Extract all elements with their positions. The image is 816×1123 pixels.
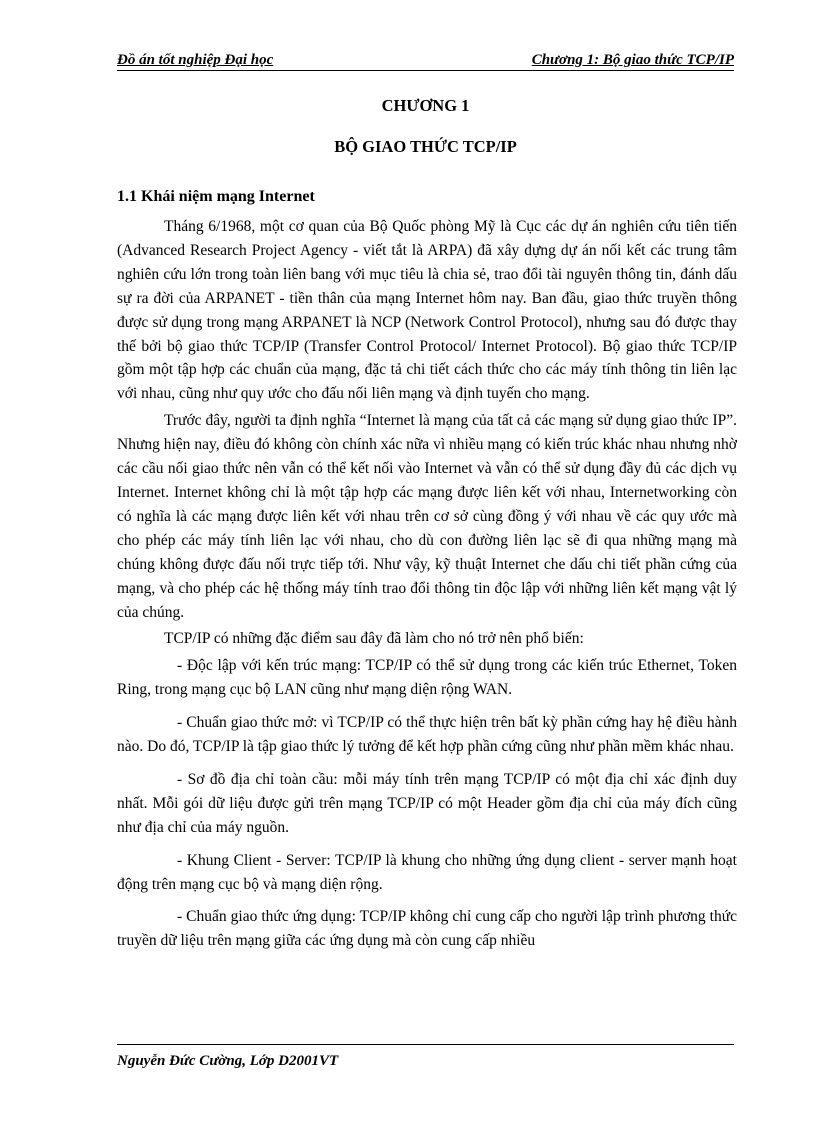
paragraph: Tháng 6/1968, một cơ quan của Bộ Quốc phòng Mỹ là Cục các dự án nghiên cứu tiên tiến (Advanced Research Project Agency - viết tắt là ARPA) đã xây dựng dự án nối kết các trung tâm nghiên cứu lớn trong toàn liên bang với mục tiêu là chia sẻ, trao đổi tài nguyên thông tin, đánh dấu sự ra đời của ARPANET - tiền thân của mạng Internet hôm nay. Ban đầu, giao thức truyền thông được sử dụng trong mạng ARPANET là NCP (Network Control Protocol), nhưng sau đó được thay thế bởi bộ giao thức TCP/IP (Transfer Control Protocol/ Internet Protocol). Bộ giao thức TCP/IP gồm một tập hợp các chuẩn của mạng, đặc tả chi tiết cách thức cho các máy tính thông tin liên lạc với nhau, cũng như quy ước cho đấu nối liên mạng và định tuyến cho mạng. [117, 218, 737, 403]
paragraph: Trước đây, người ta định nghĩa “Internet là mạng của tất cả các mạng sử dụng giao thức IP”. Nhưng hiện nay, điều đó không còn chính xác nữa vì nhiều mạng có kiến trúc khác nhau nhưng nhờ các cầu nối giao thức nên vẫn có thể kết nối vào Internet và vẫn có thể sử dụng đầy đủ các dịch vụ Internet. Internet không chỉ là một tập hợp các mạng được liên kết với nhau, Internetworking còn có nghĩa là các mạng được liên kết với nhau trên cơ sở cùng đồng ý với nhau về các quy ước mà cho phép các máy tính liên lạc với nhau, cho dù con đường liên lạc sẽ đi qua những mạng mà chúng không được đấu nối trực tiếp tới. Như vậy, kỹ thuật Internet che dấu chi tiết phần cứng của mạng, và cho phép các hệ thống máy tính trao đổi thông tin độc lập với những liên kết mạng vật lý của chúng. [117, 412, 737, 621]
section-heading: 1.1 Khái niệm mạng Internet [117, 188, 315, 205]
bullet-item: - Khung Client - Server: TCP/IP là khung cho những ứng dụng client - server mạnh hoạt động trên mạng cục bộ và mạng diện rộng. [117, 851, 737, 893]
page-header [117, 52, 734, 71]
page-footer: Nguyễn Đức Cường, Lớp D2001VT [117, 1053, 339, 1069]
chapter-number: CHƯƠNG 1 [381, 96, 470, 115]
header-left-text: Đồ án tốt nghiệp Đại học [117, 52, 274, 68]
footer-divider [117, 1044, 734, 1045]
header-right-text: Chương 1: Bộ giao thức TCP/IP [531, 52, 734, 68]
bullet-item: - Chuẩn giao thức ứng dụng: TCP/IP không chỉ cung cấp cho người lập trình phương thức truyền dữ liệu trên mạng giữa các ứng dụng mà còn cung cấp nhiều [117, 908, 737, 950]
body-text [117, 215, 737, 962]
paragraph: TCP/IP có những đặc điểm sau đây đã làm cho nó trở nên phổ biến: [164, 630, 584, 648]
bullet-item: - Độc lập với kến trúc mạng: TCP/IP có thể sử dụng trong các kiến trúc Ethernet, Token Ring, trong mạng cục bộ LAN cũng như mạng diện rộng WAN. [117, 657, 737, 699]
bullet-item: - Sơ đồ địa chỉ toàn cầu: mỗi máy tính trên mạng TCP/IP có một địa chỉ xác định duy nhất. Mỗi gói dữ liệu được gửi trên mạng TCP/IP có một Header gồm địa chỉ của máy đích cũng như địa chỉ của máy nguồn. [117, 770, 737, 836]
chapter-title: BỘ GIAO THỨC TCP/IP [334, 137, 517, 156]
bullet-item: - Chuẩn giao thức mở: vì TCP/IP có thể thực hiện trên bất kỳ phần cứng hay hệ điều hành nào. Do đó, TCP/IP là tập giao thức lý tưởng để kết hợp phần cứng cũng như phần mềm khác nhau. [117, 714, 737, 756]
